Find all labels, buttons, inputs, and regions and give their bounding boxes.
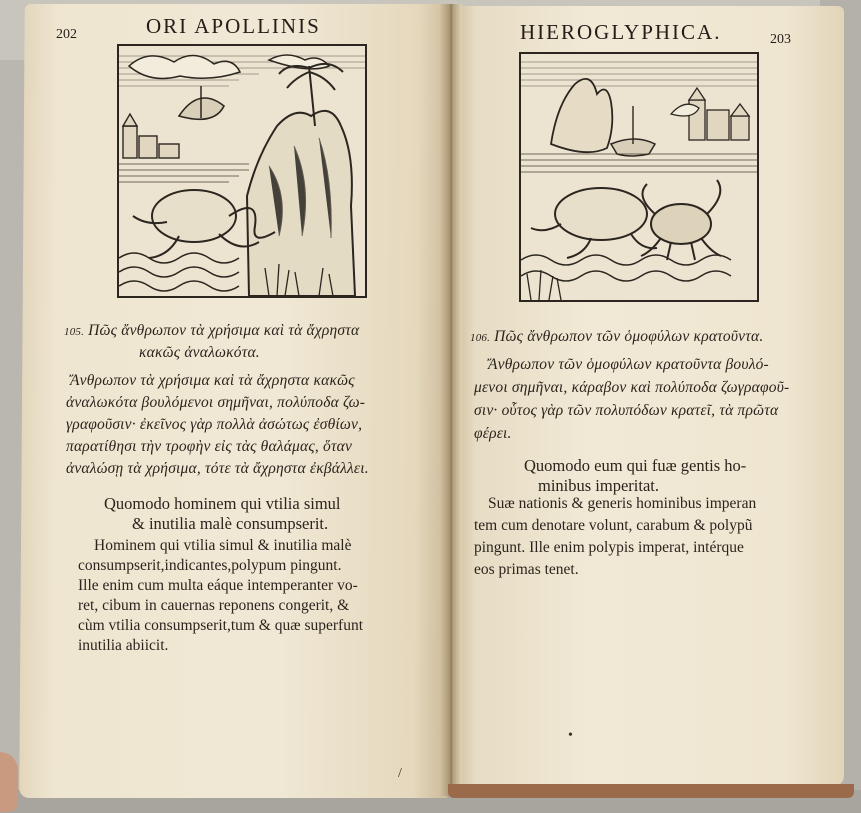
left-greek-line-2: ἀναλωκότα βουλόμενοι σημῆναι, πολύποδα ζω- <box>66 394 366 411</box>
woodcut-polypus-illustration <box>119 46 365 296</box>
right-greek-line-4: φέρει. <box>474 425 512 442</box>
left-greek-line-3: γραφοῦσιν· ἐκεῖνος γὰρ πολλὰ ἀσώτως ἐσθίων, <box>66 416 363 433</box>
left-latin-heading-line-1: Quomodo hominem qui vtilia simul <box>104 494 341 513</box>
right-latin-line-3: pingunt. Ille enim polypis imperat, intérque <box>474 539 744 556</box>
right-latin-heading-line-2: minibus imperitat. <box>538 476 659 495</box>
right-greek-heading-line: Πῶς ἄνθρωπον τῶν ὁμοφύλων κρατοῦντα. <box>494 328 764 345</box>
right-greek-line-1: Ἄνθρωπον τῶν ὁμοφύλων κρατοῦντα βουλό- <box>488 356 769 373</box>
book-gutter <box>440 4 462 796</box>
right-latin-heading-line-1: Quomodo eum qui fuæ gentis ho- <box>524 456 747 475</box>
woodcut-crab-polypus-illustration <box>521 54 757 300</box>
left-greek-line-1: Ἄνθρωπον τὰ χρήσιμα καὶ τὰ ἄχρηστα κακῶς <box>70 372 355 389</box>
left-page-number: 202 <box>56 27 77 42</box>
left-greek-heading-line: Πῶς ἄνθρωπον τὰ χρήσιμα καὶ τὰ ἄχρηστα <box>88 322 360 339</box>
left-greek-line-5: ἀναλώσῃ τὰ χρήσιμα, τότε τὰ ἄχρηστα ἐκβάλλει. <box>66 460 369 477</box>
right-greek-line-3: σιν· οὗτος γὰρ τῶν πολυπόδων κρατεῖ, τὰ πρῶτα <box>474 402 779 419</box>
left-latin-line-2: consumpserit,indicantes,polypum pingunt. <box>78 557 342 574</box>
right-page-mark: • <box>568 728 573 743</box>
right-section-marker: 106. <box>470 332 491 344</box>
left-latin-line-3: Ille enim cum multa eáque intemperanter vo- <box>78 577 358 594</box>
left-latin-line-4: ret, cibum in cauernas reponens congerit, & <box>78 597 350 614</box>
woodcut-polypus <box>117 44 367 298</box>
right-latin-line-4: eos primas tenet. <box>474 561 579 578</box>
left-latin-line-1: Hominem qui vtilia simul & inutilia malè <box>94 537 352 554</box>
right-running-head: HIEROGLYPHICA. <box>520 20 722 44</box>
left-greek-heading <box>64 320 359 343</box>
right-latin-line-1: Suæ nationis & generis hominibus imperan <box>488 495 757 512</box>
left-latin-heading-line-2: & inutilia malè consumpserit. <box>132 514 329 533</box>
book-cover-edge <box>448 784 854 798</box>
left-page-mark: / <box>398 766 402 781</box>
woodcut-crab-polypus <box>519 52 759 302</box>
left-greek-line-4: παρατίθησι τὴν τροφὴν εἰς τὰς θαλάμας, ὅταν <box>66 438 353 455</box>
left-latin-line-6: inutilia abiicit. <box>78 637 169 654</box>
left-latin-line-5: cùm vtilia consumpserit,tum & quæ superfunt <box>78 617 363 634</box>
right-latin-line-2: tem cum denotare volunt, carabum & polypũ <box>474 517 753 534</box>
right-page-number: 203 <box>770 32 791 47</box>
holding-thumb <box>0 752 18 812</box>
left-running-head: ORI APOLLINIS <box>146 14 321 38</box>
left-greek-heading-line-2: κακῶς ἀναλωκότα. <box>139 344 260 361</box>
right-greek-heading <box>470 326 763 349</box>
right-greek-line-2: μενοι σημῆναι, κάραβον καὶ πολύποδα ζωγραφοῦ- <box>474 379 790 396</box>
left-section-marker: 105. <box>64 326 85 338</box>
